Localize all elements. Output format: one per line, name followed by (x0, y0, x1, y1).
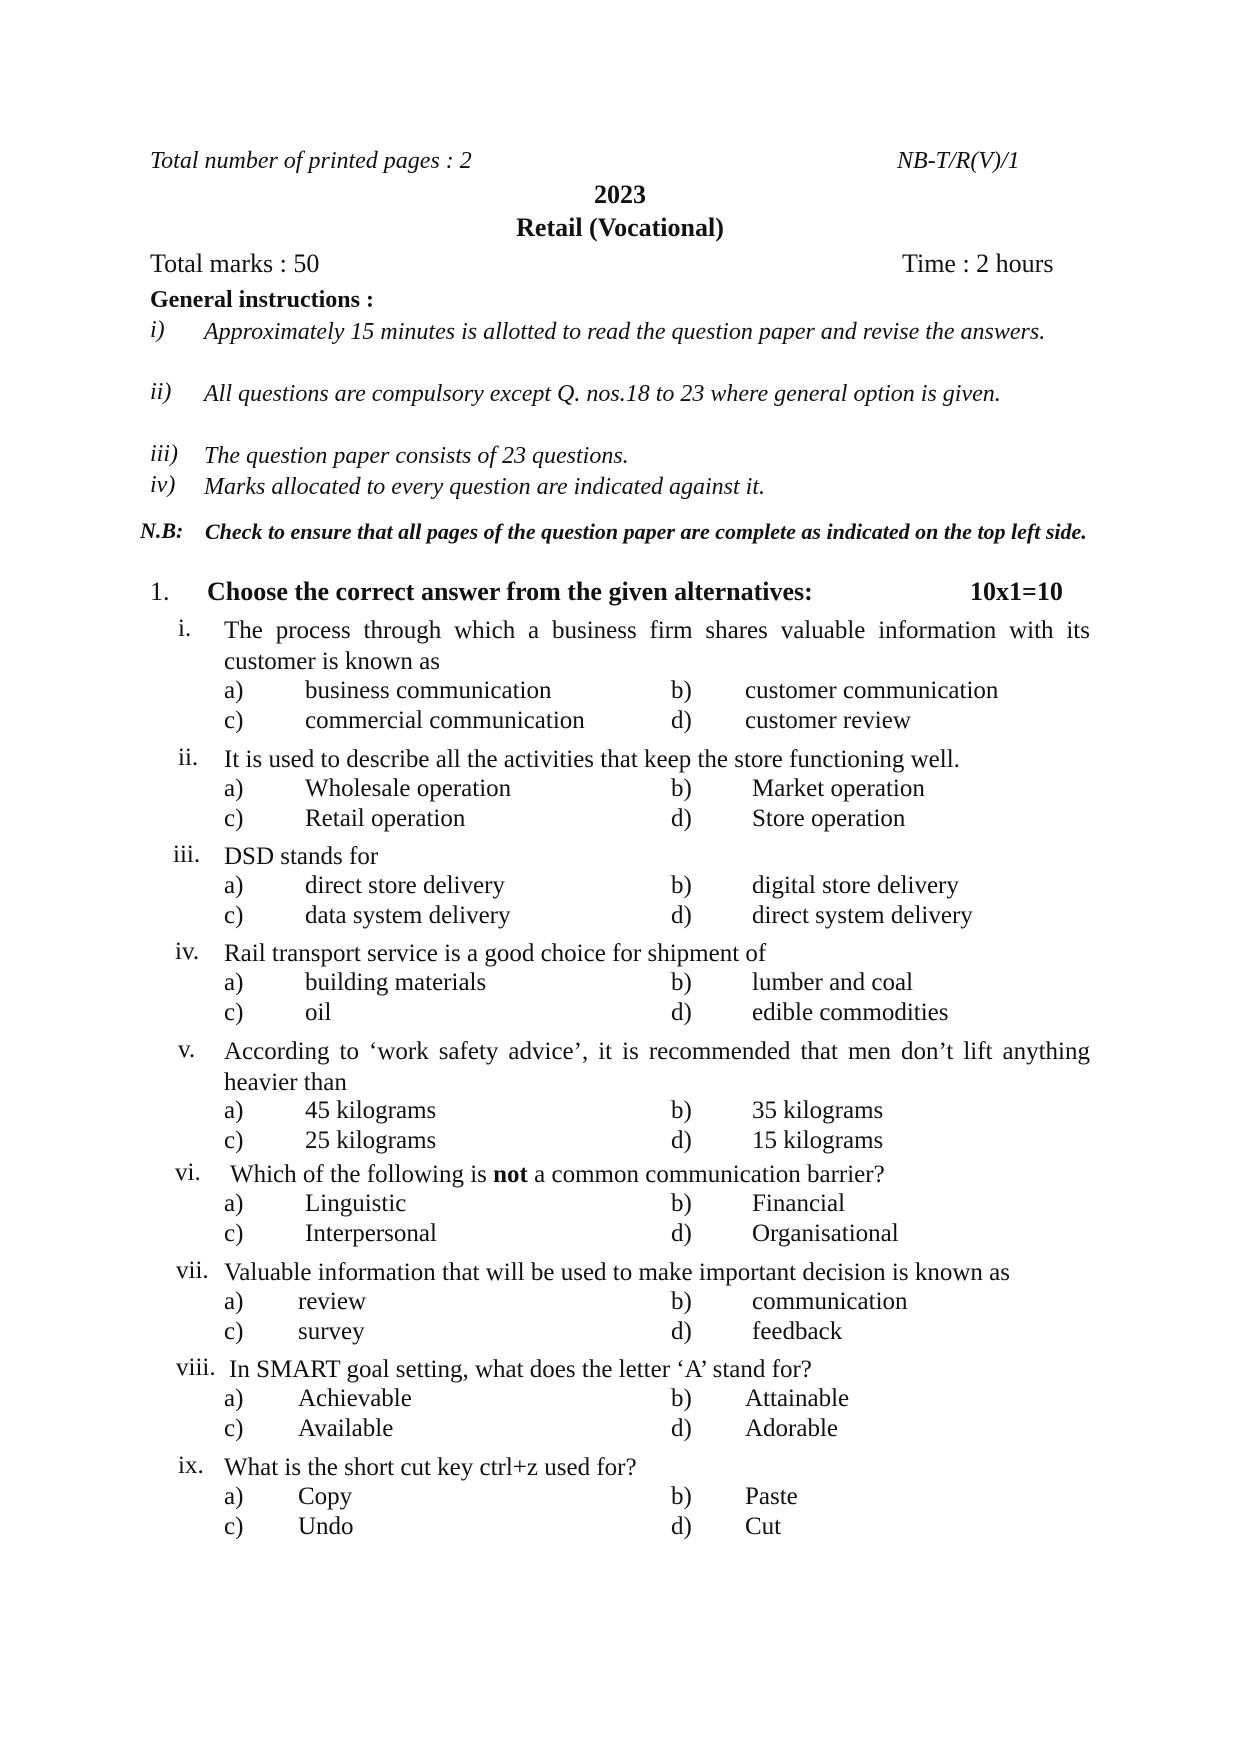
question-number: v. (178, 1036, 196, 1063)
printed-pages-note: Total number of printed pages : 2 (150, 148, 472, 174)
option-letter: b) (671, 775, 692, 802)
instruction-text: Marks allocated to every question are indicated against it. (204, 474, 765, 500)
stem-post: a common communication barrier? (527, 1161, 885, 1188)
instructions-heading: General instructions : (150, 287, 374, 313)
instruction-text: Approximately 15 minutes is allotted to read the question paper and revise the answers. (204, 319, 1046, 345)
option-text: Store operation (752, 805, 906, 832)
option-text: commercial communication (305, 707, 585, 734)
option-text: Retail operation (305, 805, 466, 832)
option-text: Cut (745, 1513, 782, 1540)
option-letter: b) (671, 1288, 692, 1315)
option-text: Market operation (752, 775, 925, 802)
instruction-text: The question paper consists of 23 questions. (204, 443, 629, 469)
option-letter: a) (224, 1190, 244, 1217)
option-text: Interpersonal (305, 1220, 437, 1247)
option-text: Copy (298, 1483, 353, 1510)
option-letter: a) (224, 1483, 244, 1510)
time-allowed: Time : 2 hours (902, 249, 1054, 278)
question-number: viii. (176, 1354, 216, 1381)
instruction-number: iv) (150, 472, 176, 498)
stem-pre: Which of the following is (230, 1161, 494, 1188)
option-letter: b) (671, 872, 692, 899)
option-text: Linguistic (305, 1190, 407, 1217)
option-letter: a) (224, 1385, 244, 1412)
option-letter: c) (224, 902, 244, 929)
paper-code: NB-T/R(V)/1 (897, 148, 1020, 174)
question-stem (230, 1159, 1096, 1190)
option-text: Financial (752, 1190, 846, 1217)
option-letter: c) (224, 1415, 244, 1442)
option-letter: c) (224, 1220, 244, 1247)
question-number: ii. (178, 744, 199, 771)
option-letter: b) (671, 1190, 692, 1217)
option-text: oil (305, 999, 332, 1026)
option-text: customer communication (745, 677, 999, 704)
option-letter: c) (224, 805, 244, 832)
subject-title: Retail (Vocational) (516, 213, 724, 242)
option-text: lumber and coal (752, 969, 914, 996)
section-marks: 10x1=10 (970, 577, 1063, 606)
option-letter: d) (671, 1220, 692, 1247)
option-text: Undo (298, 1513, 354, 1540)
section-number: 1. (150, 577, 170, 606)
option-letter: d) (671, 999, 692, 1026)
option-text: Achievable (298, 1385, 412, 1412)
option-letter: c) (224, 999, 244, 1026)
option-letter: d) (671, 1127, 692, 1154)
question-stem: What is the short cut key ctrl+z used for? (224, 1454, 637, 1481)
option-text: digital store delivery (752, 872, 959, 899)
exam-year: 2023 (594, 180, 646, 209)
option-letter: c) (224, 1513, 244, 1540)
nb-text: Check to ensure that all pages of the question paper are complete as indicated on the top left side. (205, 519, 1087, 544)
instruction-number: i) (150, 317, 165, 343)
option-letter: a) (224, 969, 244, 996)
option-text: Adorable (745, 1415, 839, 1442)
option-text: Attainable (745, 1385, 850, 1412)
option-text: feedback (752, 1318, 843, 1345)
nb-label: N.B: (140, 518, 184, 543)
question-number: iii. (173, 841, 201, 868)
option-text: direct store delivery (305, 872, 505, 899)
stem-emphasis: not (493, 1161, 528, 1188)
option-text: business communication (305, 677, 552, 704)
option-letter: a) (224, 775, 244, 802)
question-stem: Valuable information that will be used to make important decision is known as (224, 1259, 1010, 1286)
instruction-text: All questions are compulsory except Q. nos.18 to 23 where general option is given. (204, 381, 1001, 407)
option-letter: d) (671, 1513, 692, 1540)
option-letter: c) (224, 707, 244, 734)
question-number: ix. (178, 1452, 204, 1479)
option-letter: a) (224, 872, 244, 899)
option-text: Wholesale operation (305, 775, 512, 802)
total-marks: Total marks : 50 (150, 249, 320, 278)
option-letter: d) (671, 707, 692, 734)
question-stem: According to ‘work safety advice’, it is recommended that men don’t lift anything heavier than (224, 1038, 1090, 1096)
option-letter: b) (671, 1097, 692, 1124)
option-letter: a) (224, 1288, 244, 1315)
option-letter: b) (671, 1483, 692, 1510)
option-letter: d) (671, 1318, 692, 1345)
option-text: Organisational (752, 1220, 899, 1247)
question-number: vii. (176, 1257, 209, 1284)
instruction-number: ii) (150, 379, 172, 405)
option-letter: b) (671, 677, 692, 704)
question-stem: The process through which a business firm shares valuable information with its customer is known as (224, 617, 1090, 675)
option-text: survey (298, 1318, 365, 1345)
option-letter: c) (224, 1127, 244, 1154)
option-text: building materials (305, 969, 487, 996)
option-letter: a) (224, 677, 244, 704)
option-text: data system delivery (305, 902, 511, 929)
question-stem: DSD stands for (224, 843, 379, 870)
option-text: Available (298, 1415, 394, 1442)
option-text: customer review (745, 707, 911, 734)
question-number: vi. (175, 1159, 201, 1186)
option-letter: c) (224, 1318, 244, 1345)
instruction-number: iii) (150, 441, 178, 467)
option-text: communication (752, 1288, 908, 1315)
option-letter: d) (671, 902, 692, 929)
option-letter: a) (224, 1097, 244, 1124)
question-stem: In SMART goal setting, what does the letter ‘A’ stand for? (229, 1356, 812, 1383)
option-letter: d) (671, 1415, 692, 1442)
option-text: 45 kilograms (305, 1097, 437, 1124)
option-letter: d) (671, 805, 692, 832)
option-letter: b) (671, 1385, 692, 1412)
question-number: iv. (175, 938, 200, 965)
option-text: review (298, 1288, 367, 1315)
option-text: 15 kilograms (752, 1127, 884, 1154)
option-letter: b) (671, 969, 692, 996)
option-text: Paste (745, 1483, 798, 1510)
question-number: i. (178, 615, 192, 642)
section-title: Choose the correct answer from the given alternatives: (207, 577, 813, 606)
option-text: 35 kilograms (752, 1097, 884, 1124)
option-text: 25 kilograms (305, 1127, 437, 1154)
option-text: direct system delivery (752, 902, 973, 929)
question-stem: It is used to describe all the activities that keep the store functioning well. (224, 746, 960, 773)
option-text: edible commodities (752, 999, 949, 1026)
question-stem: Rail transport service is a good choice for shipment of (224, 940, 767, 967)
